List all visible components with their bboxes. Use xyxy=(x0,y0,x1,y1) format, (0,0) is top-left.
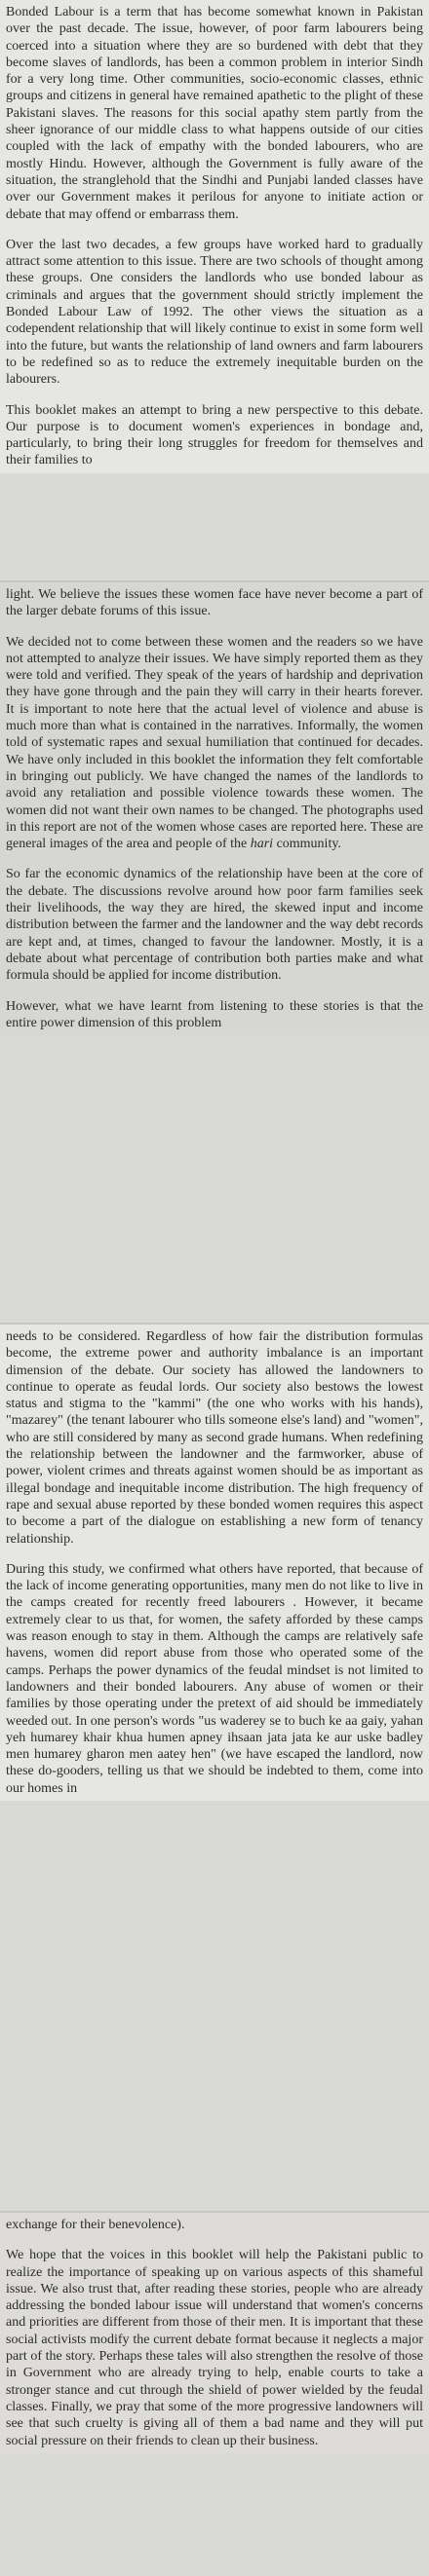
paragraph-benevolence: exchange for their benevolence). xyxy=(6,2218,185,2232)
paragraph-hope: We hope that the voices in this booklet will help the Pakistani public to realize the importance of speaking up on various aspects of this shameful issue. We also trust that, after reading these stories, people who are already addressing the bonded labour issue will understand that women's concerns and priorities are different from those of their men. It is important that these social activists modify the current debate format because it neglects a major part of the story. Perhaps these tales will also strengthen the resolve of those in Government who are already trying to help, enable courts to take a stronger stance and cut through the shield of power wielded by the feudal classes. Finally, we pray that some of the more progressive landowners will see that such cruelty is giving all of them a bad name and they will put social pressure on their friends to clean up their business. xyxy=(6,2248,423,2448)
paragraph-women-voices xyxy=(6,634,423,853)
paragraph-power-imbalance: needs to be considered. Regardless of how fair the distribution formulas become, the extreme power and authority imbalance is an important dimension of the debate. Our society has allowed the landowners to continue to operate as feudal lords. Our society also bestows the lowest status and stigma to the "kammi" (the one who works with his hands), "mazarey" (the tenant labourer who tills someone else's land) and "women", who are still considered by many as second grade humans. When redefining the relationship between the landowner and the farmworker, abuse of power, violent crimes and threats against women should be as important as illegal bondage and inequitable income distribution. The high frequency of rape and sexual abuse reported by these bonded women requires this aspect to become a part of the dialogue on establishing a new form of tenancy relationship. xyxy=(6,1329,423,1547)
paragraph-booklet-purpose: This booklet makes an attempt to bring a new perspective to this debate. Our purpose is to document women's experiences in bondage and, particularly, to bring their long struggles for freedom for themselves and their families to xyxy=(6,402,423,468)
paragraph-economic-dynamics: So far the economic dynamics of the relationship have been at the core of the debate. The discussions revolve around how poor farm families seek their livelihoods, the way they are hired, the skewed input and income distribution between the farmer and the landowner and the way debt records are kept and, at times, changed to favour the landowner. Mostly, it is a debate about what percentage of contribution both parties make and what formula should be applied for income distribution. xyxy=(6,867,423,984)
paragraph-power-dimension: However, what we have learnt from listening to these stories is that the entire power dimension of this problem xyxy=(6,998,423,1030)
text-block-2 xyxy=(0,582,429,1035)
paragraph-community: community. xyxy=(276,837,341,852)
text-block-3 xyxy=(0,1325,429,1801)
paragraph-light: light. We believe the issues these women face have never become a part of the larger debate forums of this issue. xyxy=(6,587,423,619)
text-block-4 xyxy=(0,2213,429,2453)
paragraph-intro: Bonded Labour is a term that has become somewhat known in Pakistan over the past decade. The issue, however, of poor farm labourers being coerced into a situation where they are so burdened with debt that they become slaves of landlords, has been a common problem in interior Sindh for a very long time. Other communities, socio-economic classes, ethnic groups and citizens in general have remained apathetic to the plight of these Pakistani slaves. The reasons for this social apathy stem partly from the sheer ignorance of our middle class to what happens outside of our cities coupled with the lack of empathy with the bonded labourers, who are mostly Hindu. However, although the Government is fully aware of the situation, the stranglehold that the Sindhi and Punjabi landed classes have over our Government makes it perilous for anyone to initiate action or debate that may offend or embarrass them. xyxy=(6,5,423,222)
paragraph-camps: During this study, we confirmed what others have reported, that because of the lack of income generating opportunities, many men do not like to live in the camps created for recently freed labourers . However, it became extremely clear to us that, for women, the safety afforded by these camps was reason enough to stay in them. Although the camps are relatively safe havens, women did report abuse from those who operated some of the camps. Perhaps the power dynamics of the feudal mindset is not limited to landowners and their bonded labourers. Any abuse of women or their families by those operating under the pretext of aid should be immediately weeded out. In one person's words "us waderey se to buch ke aa gaiy, yahan yeh humarey khair khua humen apney ihsaan jata jata ke aur uske badley men humarey gharon men aatey hen" (we have escaped the landlord, now these do-gooders, telling us that we should be indebted to them, come into our homes in xyxy=(6,1561,423,1796)
text-block-1 xyxy=(0,0,429,473)
paragraph-women-voices-text: We decided not to come between these women and the readers so we have not attempted to analyze their issues. We have simply reported them as they were told and verified. They speak of the years of hardship and deprivation they have gone through and the pain they will carry in their hearts forever. It is important to note here that the actual level of violence and abuse is much more than what is contained in the narratives. Informally, the women told of systematic rapes and sexual humiliation that continued for decades. We have only included in this booklet the information they felt comfortable in bringing out publicly. We have changed the names of the landlords to avoid any retaliation and possible violence towards these women. The women did not want their own names to be changed. The photographs used in this report are not of the women whose cases are reported here. These are general images of the area and people of the xyxy=(6,634,423,852)
paragraph-two-schools: Over the last two decades, a few groups have worked hard to gradually attract some attention to this issue. There are two schools of thought among these groups. One considers the landlords who use bonded labour as criminals and argues that the government should strictly implement the Bonded Labour Law of 1992. The other views the situation as a codependent relationship that will likely continue to exist in some form well into the future, but wants the relationship of land owners and farm labourers to be redefined so as to reduce the extremely inequitable burden on the labourers. xyxy=(6,237,423,388)
hari-term: hari xyxy=(250,837,274,852)
